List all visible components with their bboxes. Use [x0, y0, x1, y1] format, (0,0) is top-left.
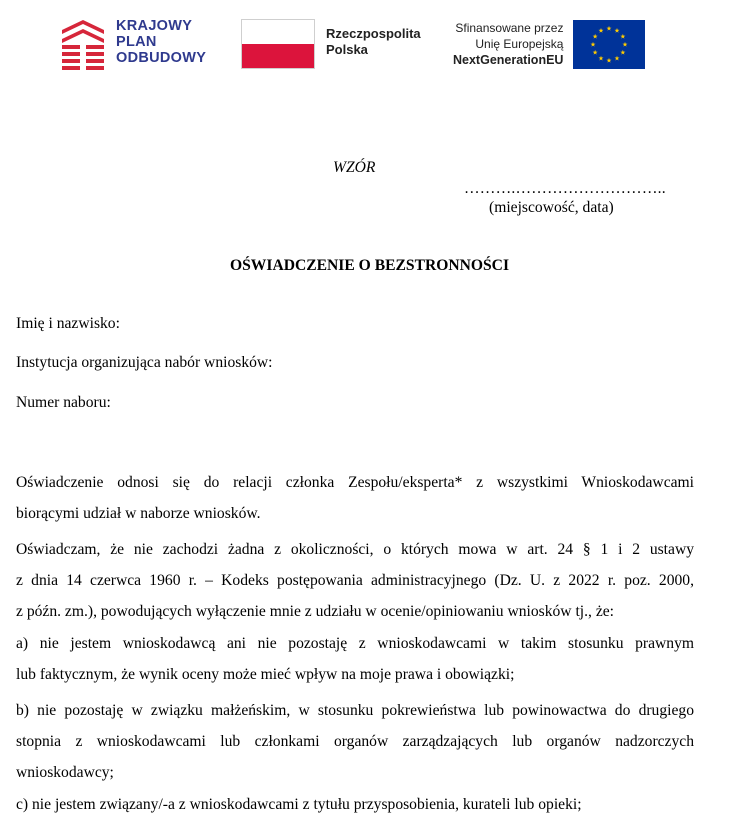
paragraph-line: stopnia z wnioskodawcami lub członkami organów zarządzających lub organów nadzorczych: [16, 733, 694, 750]
rp-line-1: Rzeczpospolita: [326, 26, 421, 41]
polish-flag-icon: [241, 19, 315, 69]
paragraph-declaration: [16, 534, 694, 627]
paragraph-scope: [16, 467, 694, 529]
kpo-line-3: ODBUDOWY: [116, 50, 207, 66]
rp-logo-text: [326, 26, 421, 58]
point-b: [16, 695, 694, 788]
eu-line-2: Unię Europejską: [475, 37, 564, 51]
rp-logo: [241, 19, 421, 69]
point-a: [16, 628, 694, 690]
rp-line-2: Polska: [326, 42, 368, 57]
paragraph-line: wnioskodawcy;: [16, 764, 114, 781]
kpo-logo-icon: [60, 18, 106, 70]
paragraph-line: biorącymi udział w naborze wniosków.: [16, 505, 261, 522]
point-c: [16, 789, 694, 820]
eu-line-3: NextGenerationEU: [453, 53, 564, 67]
paragraph-line: z późn. zm.), powodujących wyłączenie mnie z udziału w ocenie/opiniowaniu wniosków tj., że:: [16, 603, 615, 620]
field-call-number-label: Numer naboru:: [16, 394, 111, 411]
paragraph-line: b) nie pozostaję w związku małżeńskim, w stosunku pokrewieństwa lub powinowactwa do drugiego: [16, 702, 694, 719]
place-date-dots: ……….………………………..: [464, 180, 666, 197]
field-name-label: Imię i nazwisko:: [16, 315, 120, 332]
paragraph-line: a) nie jestem wnioskodawcą ani nie pozostaję z wnioskodawcami w takim stosunku prawnym: [16, 635, 694, 652]
eu-logo-text: [453, 20, 563, 68]
document-title: OŚWIADCZENIE O BEZSTRONNOŚCI: [229, 257, 510, 274]
eu-logo: [453, 20, 645, 69]
kpo-logo: [60, 18, 206, 70]
paragraph-line: lub faktycznym, że wynik oceny może mieć wpływ na moje prawa i obowiązki;: [16, 666, 515, 683]
paragraph-line: Oświadczenie odnosi się do relacji członka Zespołu/eksperta* z wszystkimi Wnioskodawcami: [16, 474, 694, 491]
eu-line-1: Sfinansowane przez: [455, 21, 564, 35]
paragraph-line: c) nie jestem związany/-a z wnioskodawcami z tytułu przysposobienia, kurateli lub opieki;: [16, 796, 582, 813]
kpo-line-1: KRAJOWY: [116, 18, 193, 34]
place-date-label: (miejscowość, data): [489, 199, 614, 216]
paragraph-line: Oświadczam, że nie zachodzi żadna z okoliczności, o których mowa w art. 24 § 1 i 2 ustawy: [16, 541, 694, 558]
kpo-logo-text: [116, 18, 206, 66]
eu-flag-icon: [573, 20, 645, 69]
kpo-line-2: PLAN: [116, 34, 157, 50]
field-institution-label: Instytucja organizująca nabór wniosków:: [16, 354, 273, 371]
template-label: WZÓR: [333, 159, 376, 176]
paragraph-line: z dnia 14 czerwca 1960 r. – Kodeks postępowania administracyjnego (Dz. U. z 2022 r. poz. 2000,: [16, 572, 694, 589]
